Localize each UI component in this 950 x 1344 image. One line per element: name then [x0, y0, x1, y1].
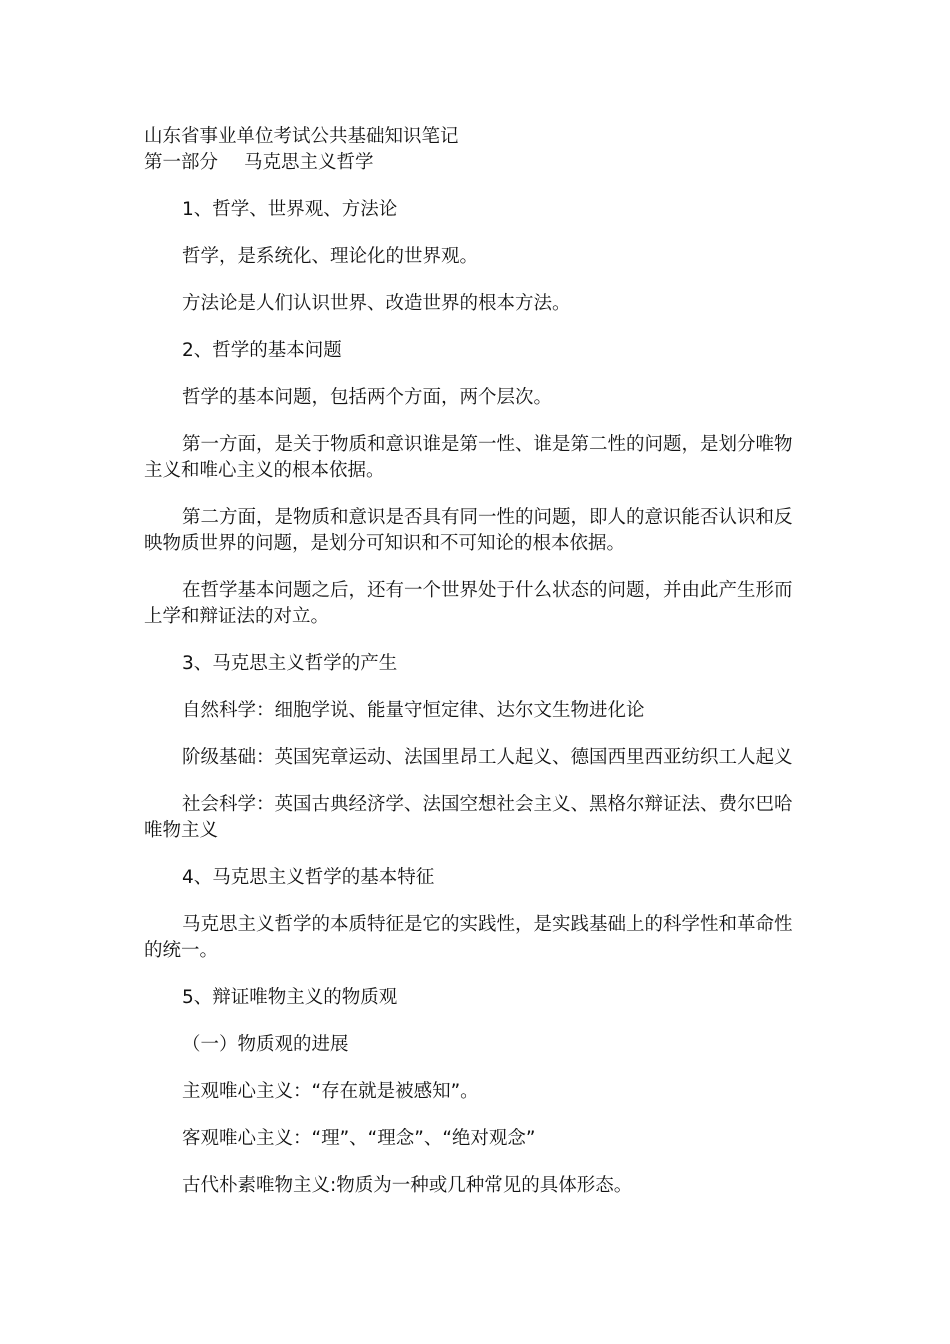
document-title: 山东省事业单位考试公共基础知识笔记: [144, 126, 459, 147]
section-heading-1: 1、哲学、世界观、方法论: [182, 199, 398, 220]
part-label: 第一部分: [144, 152, 219, 173]
paragraph: 哲学的基本问题，包括两个方面，两个层次。: [182, 387, 553, 408]
paragraph: 主观唯心主义：“存在就是被感知”。: [182, 1081, 479, 1102]
paragraph: 客观唯心主义：“理”、“理念”、“绝对观念”: [182, 1128, 536, 1149]
section-heading-4: 4、马克思主义哲学的基本特征: [182, 867, 435, 888]
section-heading-2: 2、哲学的基本问题: [182, 340, 342, 361]
section-heading-5: 5、辩证唯物主义的物质观: [182, 987, 398, 1008]
paragraph: 第二方面，是物质和意识是否具有同一性的问题，即人的意识能否认识和反映物质世界的问题，是划分可知识和不可知论的根本依据。: [144, 507, 793, 554]
paragraph: 在哲学基本问题之后，还有一个世界处于什么状态的问题，并由此产生形而上学和辩证法的对立。: [144, 580, 793, 627]
paragraph: 马克思主义哲学的本质特征是它的实践性，是实践基础上的科学性和革命性的统一。: [144, 914, 793, 961]
part-name: 马克思主义哲学: [244, 152, 374, 173]
section-heading-3: 3、马克思主义哲学的产生: [182, 653, 398, 674]
paragraph: 阶级基础：英国宪章运动、法国里昂工人起义、德国西里西亚纺织工人起义: [182, 747, 793, 768]
document-page: [144, 124, 804, 1199]
paragraph: 自然科学：细胞学说、能量守恒定律、达尔文生物进化论: [182, 700, 645, 721]
paragraph: 方法论是人们认识世界、改造世界的根本方法。: [182, 293, 571, 314]
subsection-heading: （一）物质观的进展: [182, 1034, 349, 1055]
paragraph: 第一方面，是关于物质和意识谁是第一性、谁是第二性的问题，是划分唯物主义和唯心主义的根本依据。: [144, 434, 793, 481]
paragraph: 哲学，是系统化、理论化的世界观。: [182, 246, 479, 267]
paragraph: 社会科学：英国古典经济学、法国空想社会主义、黑格尔辩证法、费尔巴哈唯物主义: [144, 794, 793, 841]
part-title: [144, 150, 804, 176]
paragraph: 古代朴素唯物主义:物质为一种或几种常见的具体形态。: [182, 1175, 633, 1196]
